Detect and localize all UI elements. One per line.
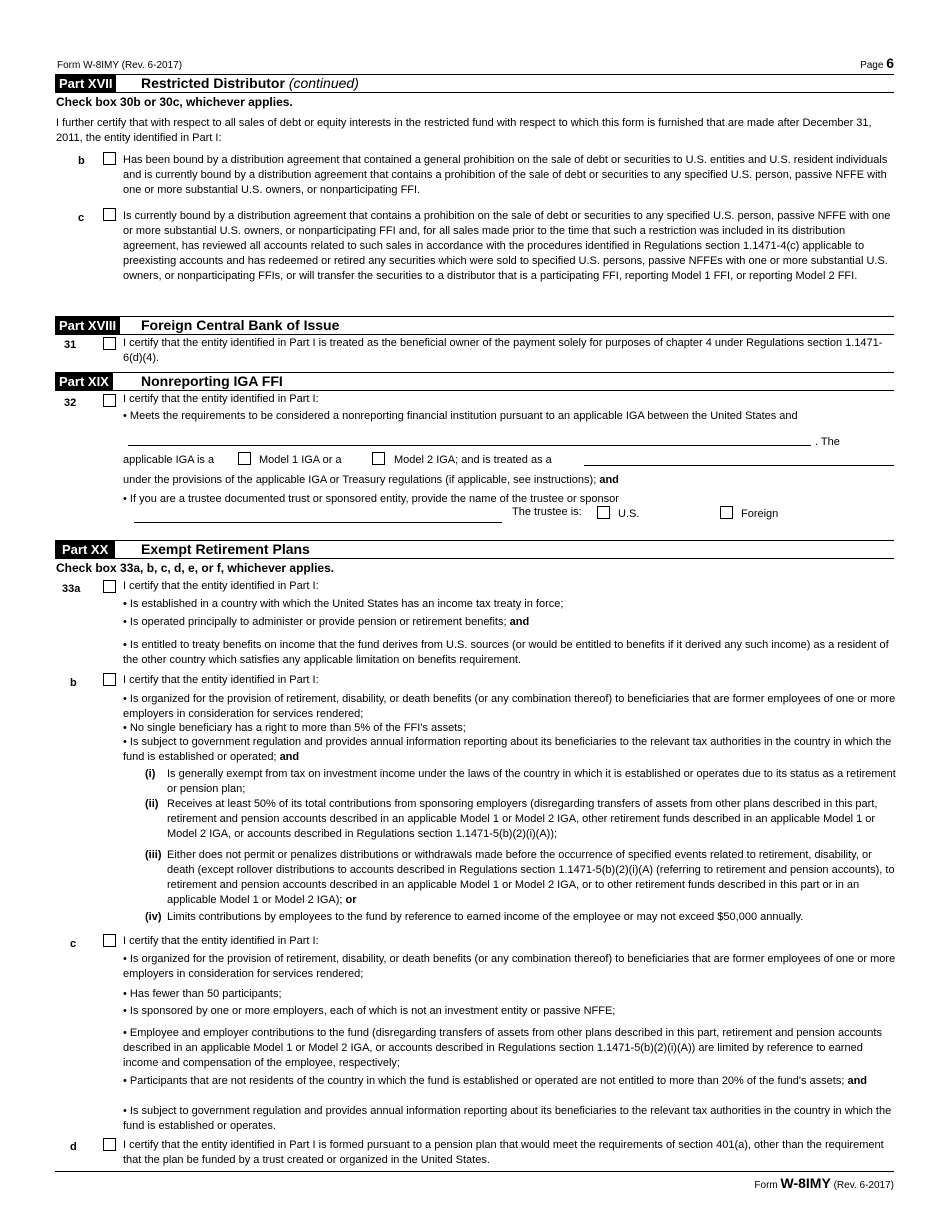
checkbox-32[interactable] [103,394,116,407]
item-33b-iii-or: or [345,894,357,906]
item-33b-i-text: Is generally exempt from tax on investment income under the laws of the country in which it is established or operates due to its status as a retirement or pension plan; [167,768,896,795]
part-18-label: Part XVIII [55,317,120,334]
country-name-line[interactable] [128,445,811,446]
item-33c-contributions: • Employee and employer contributions to the fund (disregarding transfers of assets from other plans described in this part, retirement and pension accounts described in an applicable Model 1 or Model 2 IGA, or accounts described in Regulations section 1.1471-5(b)(2)(i)(A)) are limited by reference to earned income and compensation of the employee, respectively; [123,1027,882,1069]
part-18-title: Foreign Central Bank of Issue [141,317,340,333]
form-footer [754,1176,894,1193]
item-33b-iv-text: Limits contributions by employees to the fund by reference to earned income of the employee or may not exceed $50,000 annually. [167,911,804,923]
trustee-instruction: • If you are a trustee documented trust or sponsored entity, provide the name of the trustee or sponsor [123,493,619,505]
footer-form-name: W-8IMY [780,1175,831,1191]
checkbox-model-2-iga[interactable] [372,452,385,465]
part-18-header [55,316,894,335]
part-17-header [55,74,894,93]
checkbox-30c[interactable] [103,208,116,221]
item-33b-ii-text: Receives at least 50% of its total contributions from sponsoring employers (disregarding transfers of assets from other plans described in this part, retirement and pension accounts described in an applicable Model 1 or Model 2 IGA, other retirement funds described in an applicable Model 1 or Model 2 IGA, or accounts described in Regulations section 1.1471-5(b)(2)(i)(A)); [167,798,878,840]
applicable-iga-text: applicable IGA is a [123,454,215,466]
item-33d-text: I certify that the entity identified in Part I is formed pursuant to a pension plan that would meet the requirements of section 401(a), other than the requirement that the plan be funded by a trust created or organized in the United States. [123,1139,884,1166]
page-number [860,56,894,73]
item-33c-participants-and: and [847,1075,868,1087]
item-30c-text: Is currently bound by a distribution agreement that contains a prohibition on the sale of debt or securities to any specified U.S. person, passive NFFE with one or more substantial U.S. owners, or nonparticipating FFI and, for all sales made prior to the time that such a restriction was included in its distribution agreement, has reviewed all accounts related to such sales in accordance with the procedures identified in Regulations section 1.1471-4(c) applicable to preexisting accounts and has redeemed or retired any securities which were sold to specified U.S. persons, passive NFFEs with one or more substantial U.S. owners, or nonparticipating FFIs, or will transfer the securities to a distributor that is a participating FFI, reporting Model 1 FFI, or reporting Model 2 FFI. [123,210,891,282]
the-text: . The [815,436,840,448]
form-header-name: Form W-8IMY (Rev. 6-2017) [57,60,183,71]
treated-as-line[interactable] [584,465,894,466]
part-17-title-text: Restricted Distributor [141,75,285,91]
trustee-is-label: The trustee is: [512,506,582,518]
item-33b-ii-label: (ii) [145,798,159,810]
item-32-meets: • Meets the requirements to be considered a nonreporting financial institution pursuant to an applicable IGA between the United States and [123,410,798,422]
item-33b-organized: • Is organized for the provision of retirement, disability, or death benefits (or any combination thereof) to beneficiaries that are former employees of one or more employers in consideration for services rendered; [123,693,896,720]
item-30b-label: b [78,155,85,167]
item-33c-participants-text: • Participants that are not residents of the country in which the fund is established or operated are not entitled to more than 20% of the fund's assets; [123,1075,845,1087]
trustee-foreign-label: Foreign [741,508,779,520]
item-33b-iv-label: (iv) [145,911,162,923]
item-33b-regulation-and: and [279,751,300,763]
checkbox-33c[interactable] [103,934,116,947]
item-30c-label: c [78,212,85,224]
checkbox-33b[interactable] [103,673,116,686]
item-33c-regulation: • Is subject to government regulation and provides annual information reporting about its beneficiaries to the relevant tax authorities in the country in which the fund is established or operates. [123,1105,892,1132]
item-33a-operated-and: and [509,616,530,628]
item-33a-certify: I certify that the entity identified in Part I: [123,580,319,592]
item-33a-label: 33a [62,583,81,595]
under-provisions-and: and [599,474,619,486]
checkbox-33a[interactable] [103,580,116,593]
footer-rule [55,1171,894,1172]
item-33c-certify: I certify that the entity identified in Part I: [123,935,319,947]
model-1-iga-label: Model 1 IGA or a [259,454,342,466]
item-33a-operated [123,615,898,630]
part-19-header [55,372,894,391]
footer-revision: (Rev. 6-2017) [833,1180,894,1191]
item-33b-iii-label: (iii) [145,849,162,861]
under-provisions-main: under the provisions of the applicable IGA or Treasury regulations (if applicable, see instructions); [123,474,597,486]
item-30b-text: Has been bound by a distribution agreement that contained a general prohibition on the sale of debt or securities to U.S. entities and U.S. resident individuals and is currently bound by a distribution agreement that contains a prohibition of the sale of debt or securities to any specified U.S. person, passive NFFE with one or more substantial U.S. owners, or nonparticipating FFI. [123,154,888,196]
trustee-us-label: U.S. [618,508,640,520]
checkbox-trustee-us[interactable] [597,506,610,519]
checkbox-model-1-iga[interactable] [238,452,251,465]
under-provisions-text [123,473,619,488]
item-33b-i-label: (i) [145,768,156,780]
page-label: Page [860,60,884,71]
page-number-value: 6 [886,55,894,71]
item-33c-organized: • Is organized for the provision of retirement, disability, or death benefits (or any combination thereof) to beneficiaries that are former employees of one or more employers in consideration for services rendered; [123,953,896,980]
part-17-intro: I further certify that with respect to all sales of debt or equity interests in the restricted fund with respect to which this form is furnished that are made after December 31, 2011, the entity identified in Part I: [56,117,872,144]
part-17-title [141,75,359,92]
part-17-label: Part XVII [55,75,116,92]
item-33b-iii-text [167,848,897,908]
item-33b-regulation [123,735,898,765]
checkbox-33d[interactable] [103,1138,116,1151]
item-33b-no-single: • No single beneficiary has a right to more than 5% of the FFI's assets; [123,722,466,734]
item-33c-label: c [70,938,77,950]
part-20-check-instruction: Check box 33a, b, c, d, e, or f, whichever applies. [56,561,335,575]
model-2-iga-label: Model 2 IGA; and is treated as a [394,454,552,466]
checkbox-30b[interactable] [103,152,116,165]
trustee-name-line[interactable] [134,522,502,523]
item-32-certify: I certify that the entity identified in Part I: [123,393,319,405]
item-32-label: 32 [64,397,77,409]
item-33b-iii-main: Either does not permit or penalizes distributions or withdrawals made before the occurrence of specified events related to retirement, disability, or death (except rollover distributions to accounts described in Regulations section 1.1471-5(b)(2)(i)(A) (referring to retirement and pension accounts), to retirement and pension accounts described in an applicable Model 1 or Model 2 IGA, or to other retirement funds described in this part or in an applicable Model 1 or Model 2 IGA); [167,849,895,906]
item-33c-participants [123,1074,898,1089]
item-33b-regulation-text: • Is subject to government regulation and provides annual information reporting about its beneficiaries to the relevant tax authorities in the country in which the fund is established or operated; [123,736,892,763]
item-31-label: 31 [64,339,77,351]
checkbox-31[interactable] [103,337,116,350]
item-33a-treaty: • Is entitled to treaty benefits on income that the fund derives from U.S. sources (or would be entitled to benefits if it derived any such income) as a resident of the other country which satisfies any applicable limitation on benefits requirement. [123,639,889,666]
part-20-header [55,540,894,559]
item-33c-sponsored: • Is sponsored by one or more employers, each of which is not an investment entity or passive NFFE; [123,1005,616,1017]
part-19-title: Nonreporting IGA FFI [141,373,283,389]
item-33d-label: d [70,1141,77,1153]
item-33b-certify: I certify that the entity identified in Part I: [123,674,319,686]
item-33a-established: • Is established in a country with which the United States has an income tax treaty in force; [123,598,564,610]
part-19-label: Part XIX [55,373,113,390]
item-33a-operated-text: • Is operated principally to administer or provide pension or retirement benefits; [123,616,507,628]
item-33b-label: b [70,677,77,689]
part-17-title-suffix: (continued) [288,75,359,91]
item-33c-fewer-than-50: • Has fewer than 50 participants; [123,988,282,1000]
item-31-text: I certify that the entity identified in Part I is treated as the beneficial owner of the payment solely for purposes of chapter 4 under Regulations section 1.1471-6(d)(4). [123,337,883,364]
part-17-check-instruction: Check box 30b or 30c, whichever applies. [56,95,293,109]
footer-form-prefix: Form [754,1180,778,1191]
checkbox-trustee-foreign[interactable] [720,506,733,519]
part-20-label: Part XX [55,541,115,558]
part-20-title: Exempt Retirement Plans [141,541,310,557]
